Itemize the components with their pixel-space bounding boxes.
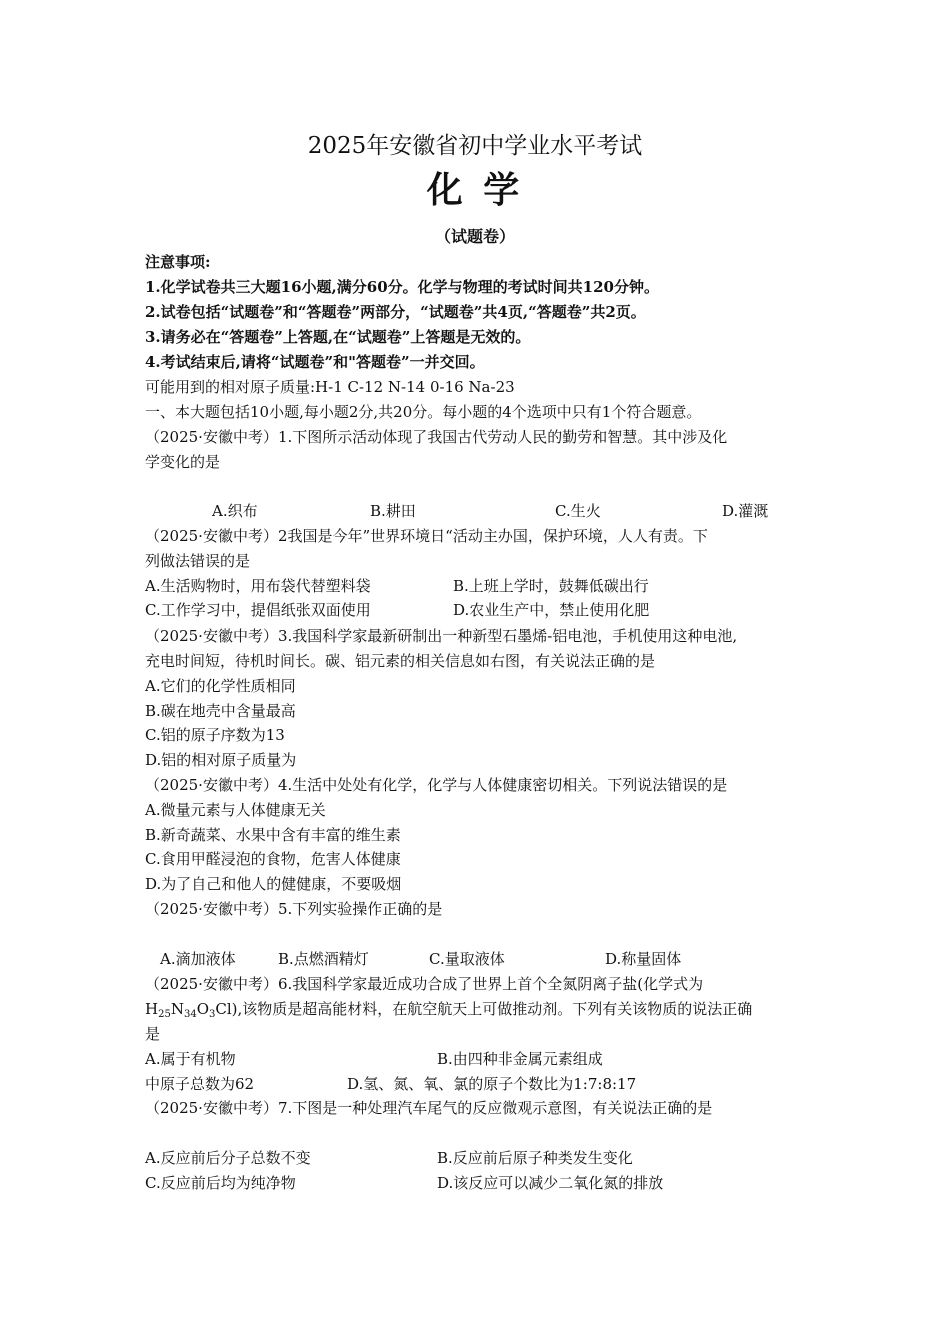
atomic-mass-line: 可能用到的相对原子质量:H-1 C-12 N-14 0-16 Na-23	[145, 378, 515, 396]
q1-option-d: D.灌溉	[722, 502, 769, 520]
q1-option-a: A.织布	[212, 502, 258, 520]
q5-option-c: C.量取液体	[429, 950, 505, 968]
question-6-text-cont	[145, 999, 752, 1019]
q6-option-a: A.属于有机物	[145, 1050, 236, 1068]
question-6-text: （2025·安徽中考）6.我国科学家最近成功合成了世界上首个全氮阴离子盐(化学式为	[145, 975, 704, 993]
question-5-text: （2025·安徽中考）5.下列实验操作正确的是	[145, 900, 443, 918]
q3-option-c: C.铝的原子序数为13	[145, 726, 285, 744]
q7-option-b: B.反应前后原子种类发生变化	[437, 1149, 633, 1167]
question-3-text-cont: 充电时间短，待机时间长。碳、铝元素的相关信息如右图，有关说法正确的是	[145, 652, 656, 670]
q2-option-d: D.农业生产中，禁止使用化肥	[453, 601, 650, 619]
question-1-text: （2025·安徽中考）1.下图所示活动体现了我国古代劳动人民的勤劳和智慧。其中涉及化	[145, 428, 728, 446]
q3-option-d: D.铝的相对原子质量为	[145, 751, 297, 769]
formula-h: H	[145, 1000, 159, 1018]
subject-title: 化 学	[426, 169, 524, 211]
section-heading: 一、本大题包括10小题,每小题2分,共20分。每小题的4个选项中只有1个符合题意。	[145, 403, 702, 421]
note-item: 4.考试结束后,请将“试题卷”和"答题卷”一并交回。	[145, 353, 485, 371]
question-3-text: （2025·安徽中考）3.我国科学家最新研制出一种新型石墨烯-铝电池，手机使用这种电池,	[145, 627, 738, 645]
q4-option-b: B.新奇蔬菜、水果中含有丰富的维生素	[145, 826, 401, 844]
question-2-text: （2025·安徽中考）2我国是今年”世界环境日“活动主办国，保护环境，人人有责。下	[145, 527, 708, 545]
note-item: 2.试卷包括“试题卷”和“答题卷”两部分，“试题卷”共4页,“答题卷”共2页。	[145, 303, 646, 321]
q7-option-d: D.该反应可以减少二氧化氮的排放	[437, 1174, 664, 1192]
q2-option-a: A.生活购物时，用布袋代替塑料袋	[145, 577, 371, 595]
exam-title: 2025年安徽省初中学业水平考试	[307, 133, 643, 159]
q3-option-b: B.碳在地壳中含量最高	[145, 702, 296, 720]
question-1-text-cont: 学变化的是	[145, 453, 221, 471]
formula-cl: Cl	[215, 1000, 232, 1018]
q6-option-b: B.由四种非金属元素组成	[437, 1050, 603, 1068]
notes-heading: 注意事项:	[145, 253, 211, 271]
q4-option-d: D.为了自己和他人的健健康，不要吸烟	[145, 875, 402, 893]
q6-line2-rest: ),该物质是超高能材料，在航空航天上可做推动剂。下列有关该物质的说法正确	[231, 1000, 753, 1018]
formula-sub-n: 34	[183, 1009, 197, 1020]
formula-sub-o: 3	[209, 1009, 216, 1020]
q1-option-b: B.耕田	[370, 502, 416, 520]
q5-option-b: B.点燃酒精灯	[278, 950, 369, 968]
paper-type-label: （试题卷）	[434, 227, 515, 246]
q6-option-c: 中原子总数为62	[145, 1075, 255, 1093]
formula-n: N	[170, 1000, 184, 1018]
note-item: 3.请务必在“答题卷”上答题,在“试题卷”上答题是无效的。	[145, 328, 531, 346]
q4-option-c: C.食用甲醛浸泡的食物，危害人体健康	[145, 850, 401, 868]
formula-sub-h: 25	[158, 1009, 171, 1020]
question-2-text-cont: 列做法错误的是	[145, 552, 251, 570]
question-6-text-end: 是	[145, 1025, 161, 1043]
q3-option-a: A.它们的化学性质相同	[145, 677, 296, 695]
question-7-text: （2025·安徽中考）7.下图是一种处理汽车尾气的反应微观示意图，有关说法正确的是	[145, 1099, 713, 1117]
q1-option-c: C.生火	[555, 502, 601, 520]
q6-option-d: D.氢、氮、氧、氯的原子个数比为1:7:8:17	[347, 1075, 637, 1093]
q2-option-c: C.工作学习中，提倡纸张双面使用	[145, 601, 371, 619]
q7-option-a: A.反应前后分子总数不变	[145, 1149, 311, 1167]
q4-option-a: A.微量元素与人体健康无关	[145, 801, 326, 819]
q7-option-c: C.反应前后均为纯净物	[145, 1174, 296, 1192]
note-item: 1.化学试卷共三大题16小题,满分60分。化学与物理的考试时间共120分钟。	[145, 278, 659, 296]
question-4-text: （2025·安徽中考）4.生活中处处有化学，化学与人体健康密切相关。下列说法错误的是	[145, 776, 728, 794]
q2-option-b: B.上班上学时，鼓舞低碳出行	[453, 577, 649, 595]
q5-option-d: D.称量固体	[605, 950, 682, 968]
q5-option-a: A.滴加液体	[160, 950, 236, 968]
formula-o: O	[196, 1000, 209, 1018]
